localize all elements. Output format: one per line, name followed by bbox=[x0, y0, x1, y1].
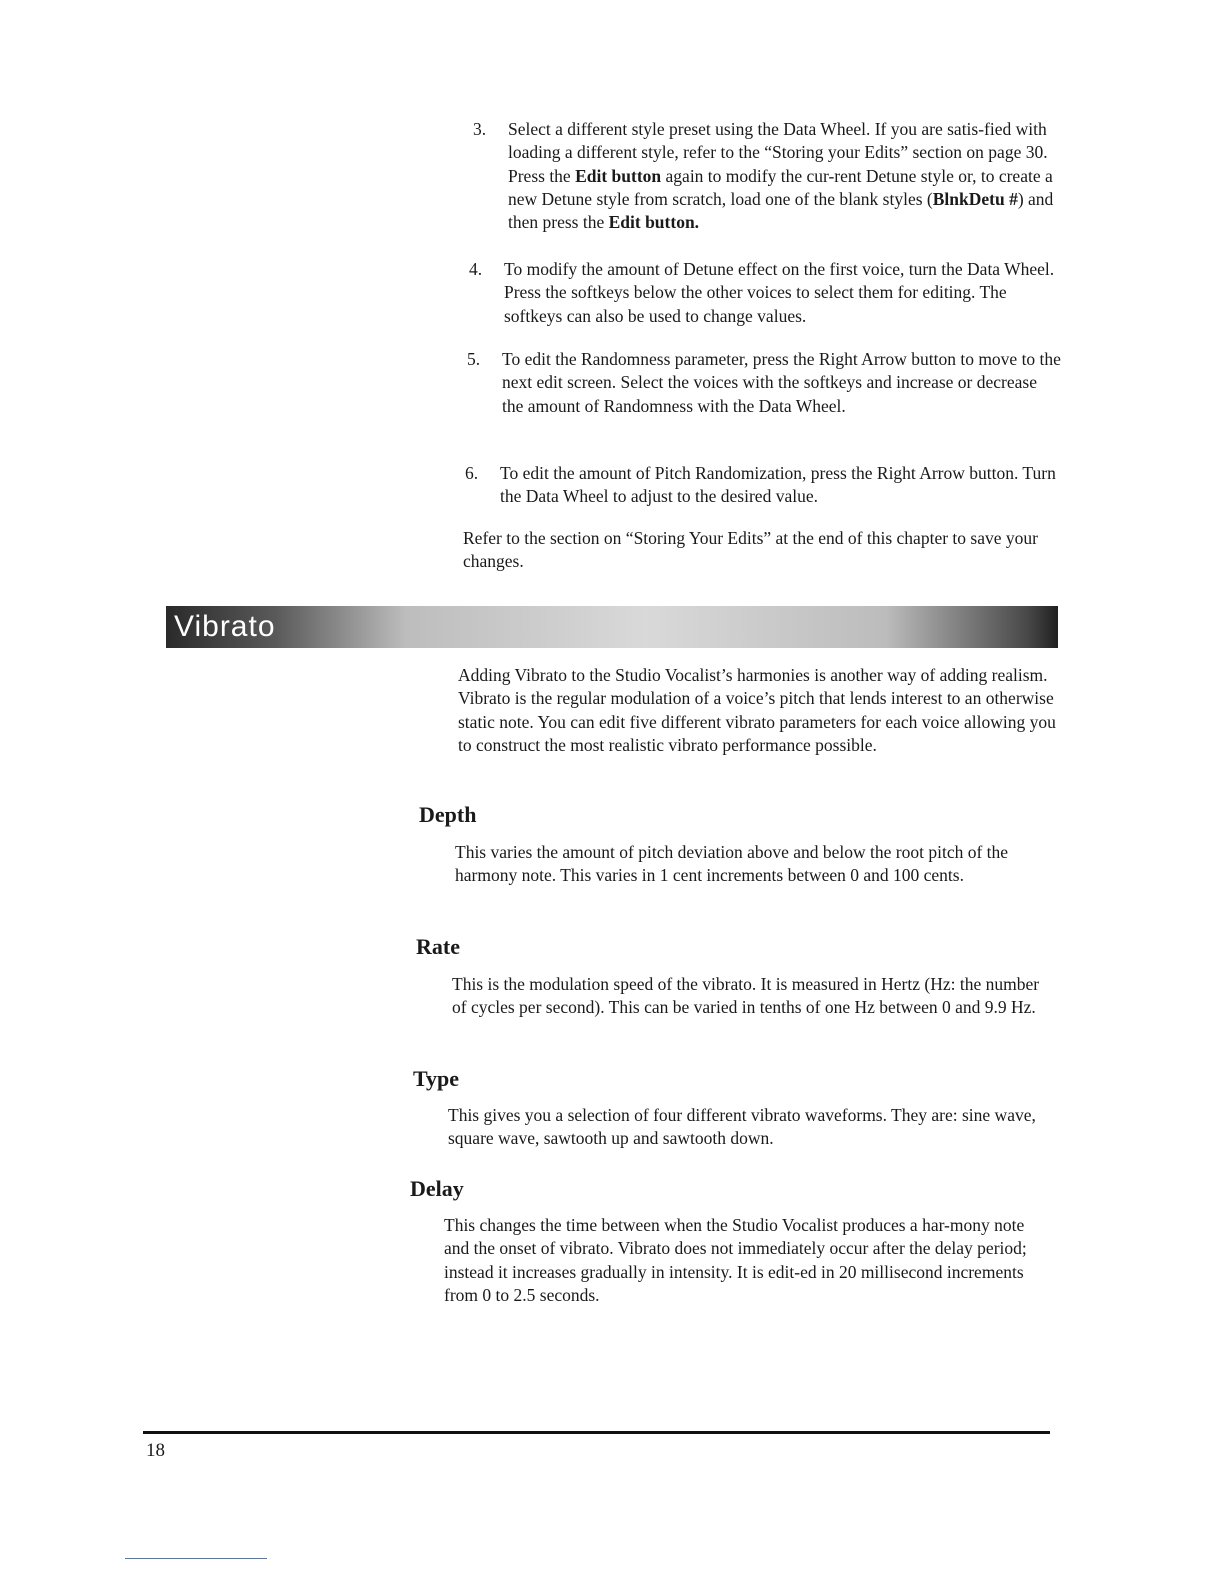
edit-button-label: Edit button. bbox=[608, 212, 700, 233]
subsection-text-rate: This is the modulation speed of the vibrato. It is measured in Hertz (Hz: the number of cycles per second). This can be varied in tenths of one Hz between 0 and 9.9 Hz. bbox=[452, 974, 1040, 1018]
subsection-text-delay: This changes the time between when the Studio Vocalist produces a har-mony note and the onset of vibrato. Vibrato does not immediately occur after the delay period; instead it increases gradually in intensity. It is edit-ed in 20 millisecond increments from 0 to 2.5 seconds. bbox=[444, 1215, 1027, 1305]
section-banner bbox=[166, 606, 1058, 648]
step-number: 3. bbox=[473, 119, 487, 139]
step-text: To edit the Randomness parameter, press the Right Arrow button to move to the next edit screen. Select the voices with the softkeys and increase or decrease the amount of Randomness with the Data Wheel. bbox=[502, 349, 1061, 416]
footer-rule bbox=[143, 1431, 1050, 1434]
step-number: 4. bbox=[469, 259, 483, 279]
subsection-heading-type: Type bbox=[413, 1066, 460, 1091]
refer-paragraph: Refer to the section on “Storing Your Edits” at the end of this chapter to save your changes. bbox=[463, 528, 1038, 572]
subsection-heading-rate: Rate bbox=[416, 934, 460, 959]
step-text: To edit the amount of Pitch Randomization, press the Right Arrow button. Turn the Data Wheel to adjust to the desired value. bbox=[500, 463, 1056, 507]
blank-style-label: BlnkDetu # bbox=[932, 188, 1018, 209]
step-number: 5. bbox=[467, 349, 481, 369]
subsection-heading-delay: Delay bbox=[410, 1176, 464, 1201]
section-title: Vibrato bbox=[174, 610, 276, 643]
bottom-underline bbox=[125, 1558, 267, 1559]
step-number: 6. bbox=[465, 463, 479, 483]
page-number: 18 bbox=[146, 1440, 165, 1461]
step-text-part: ) and then press the bbox=[508, 188, 1054, 233]
subsection-text-depth: This varies the amount of pitch deviation above and below the root pitch of the harmony note. This varies in 1 cent increments between 0 and 100 cents. bbox=[455, 842, 1009, 886]
step-text bbox=[508, 118, 1068, 234]
edit-button-label: Edit button bbox=[575, 165, 662, 186]
step-text-part: again to modify the cur-rent Detune style or, to create a new Detune style from scratch, load one of the blank styles ( bbox=[508, 165, 1053, 209]
step-text: To modify the amount of Detune effect on the first voice, turn the Data Wheel. Press the softkeys below the other voices to select them for editing. The softkeys can also be used to change values. bbox=[504, 259, 1055, 326]
subsection-heading-depth: Depth bbox=[419, 802, 477, 827]
step-text-part: Select a different style preset using the Data Wheel. If you are satis-fied with loading a different style, refer to the “Storing your Edits” section on page 30. Press the bbox=[508, 119, 1048, 186]
intro-paragraph: Adding Vibrato to the Studio Vocalist’s harmonies is another way of adding realism. Vibrato is the regular modulation of a voice’s pitch that lends interest to an otherwise static note. You can edit five different vibrato parameters for each voice allowing you to construct the most realistic vibrato performance possible. bbox=[458, 665, 1056, 755]
subsection-text-type: This gives you a selection of four different vibrato waveforms. They are: sine wave, square wave, sawtooth up and sawtooth down. bbox=[448, 1105, 1036, 1149]
